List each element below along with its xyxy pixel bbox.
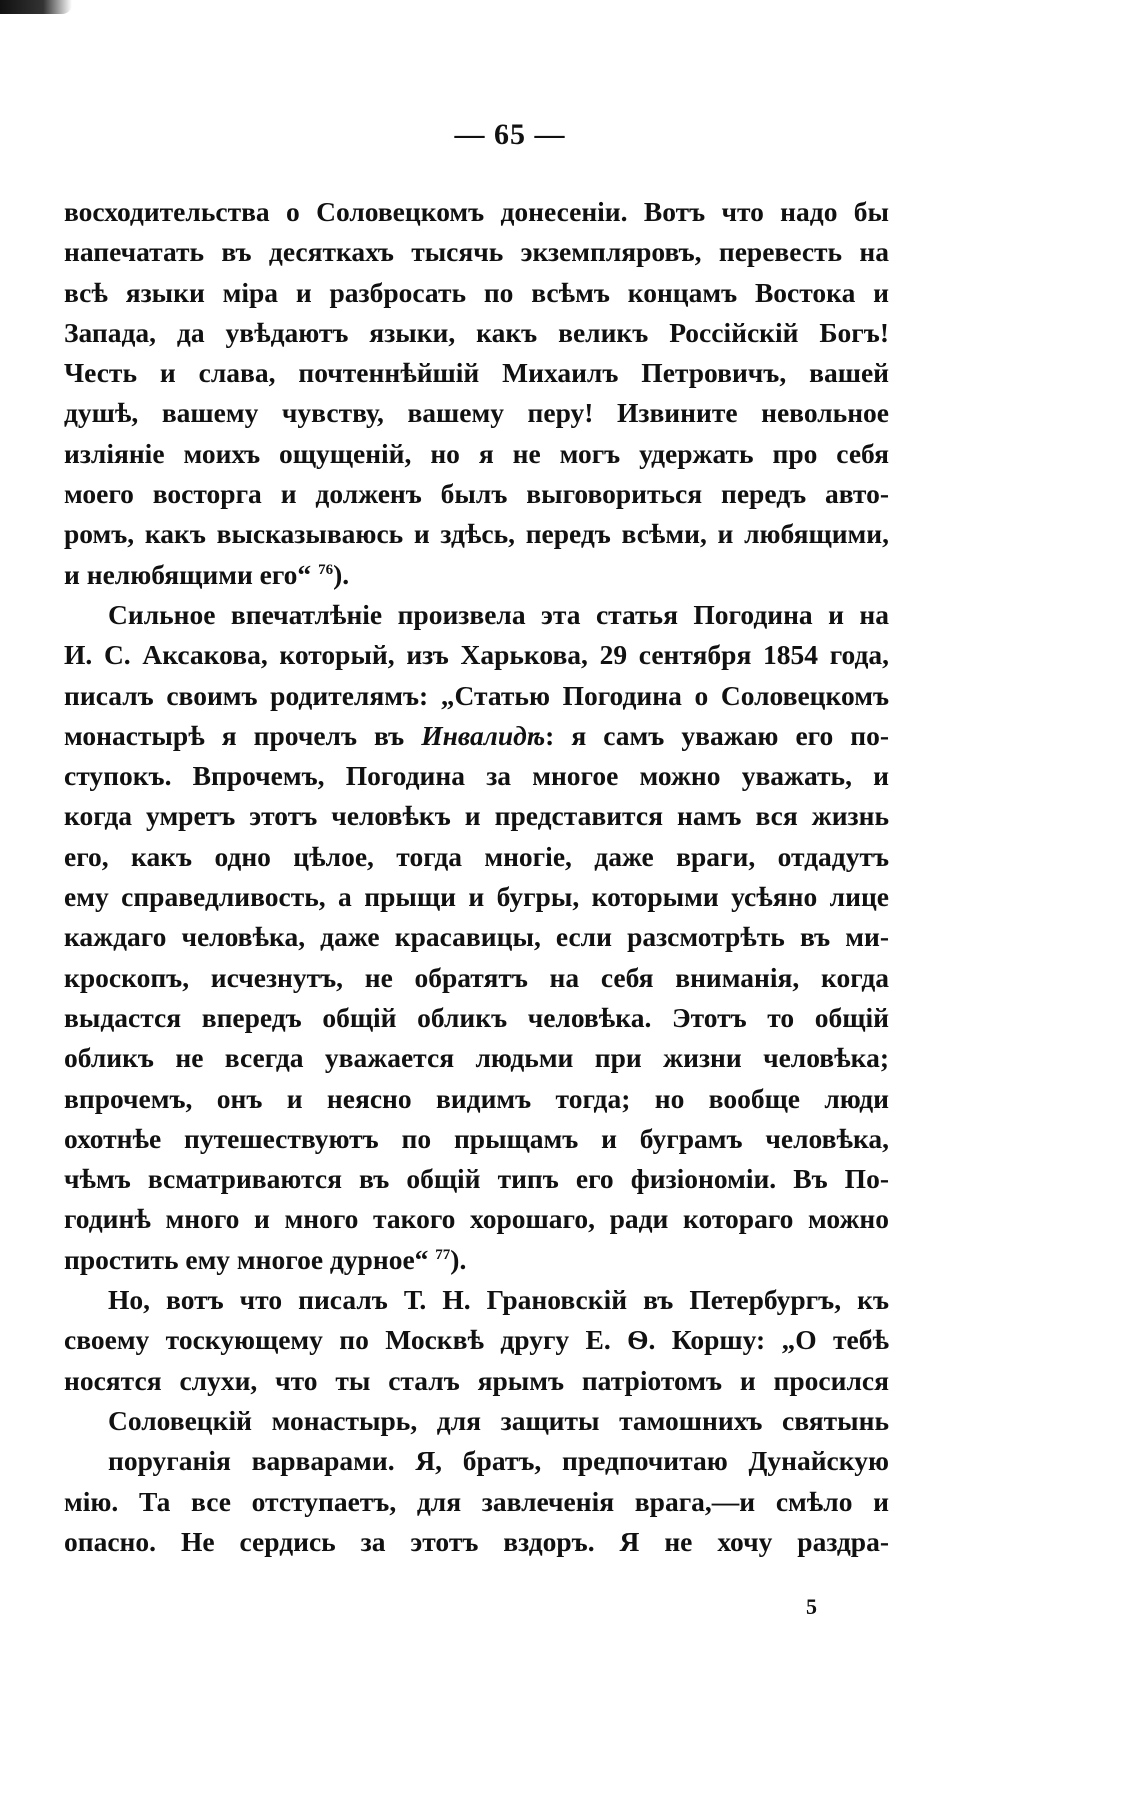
newspaper-title-invalid: Инвалидѣ: [421, 719, 546, 751]
text-line-24: охотнѣе путешествуютъ по прыщамъ и буграмъ человѣка,: [64, 1122, 889, 1154]
text-line-21: выдастся впередъ общій обликъ человѣка. Этотъ то общій: [64, 1001, 889, 1033]
text-line-33: мію. Та все отступаетъ, для завлеченія врага,—и смѣло и: [64, 1485, 889, 1517]
text-line-10: [64, 555, 889, 595]
body-text: [64, 192, 889, 1562]
page-number: — 65 —: [454, 118, 566, 151]
text-line-7: изліяніе моихъ ощущеній, но я не могъ удержать про себя: [64, 437, 889, 469]
text-line-20: кроскопъ, исчезнутъ, не обратятъ на себя вниманія, когда: [64, 961, 889, 993]
footnote-ref-76: 76: [318, 561, 334, 578]
text-line-32: поруганія варварами. Я, братъ, предпочитаю Дунайскую: [108, 1445, 889, 1477]
text-line-27-main: простить ему многое дурное“: [64, 1243, 429, 1275]
text-line-8: моего восторга и долженъ былъ выговориться передъ авто-: [64, 478, 889, 510]
text-line-17: его, какъ одно цѣлое, тогда многіе, даже враги, отдадутъ: [64, 840, 889, 872]
text-line-9: ромъ, какъ высказываюсь и здѣсь, передъ всѣми, и любящими,: [64, 518, 889, 550]
text-line-27: [64, 1240, 889, 1280]
text-line-19: каждаго человѣка, даже красавицы, если разсмотрѣть въ ми-: [64, 921, 889, 953]
text-line-3: всѣ языки міра и разбросать по всѣмъ концамъ Востока и: [64, 276, 889, 308]
text-line-2: напечатать въ десяткахъ тысячь экземпляровъ, перевесть на: [64, 236, 889, 268]
footnote-76-close: ).: [333, 558, 350, 590]
text-line-11: Сильное впечатлѣніе произвела эта статья Погодина и на: [108, 598, 889, 630]
text-line-29: своему тоскующему по Москвѣ другу Е. Ѳ. Коршу: „О тебѣ: [64, 1324, 889, 1356]
text-line-10-main: и нелюбящими его“: [64, 558, 312, 590]
footnote-ref-77: 77: [435, 1246, 451, 1263]
text-line-5: Честь и слава, почтеннѣйшій Михаилъ Петровичъ, вашей: [64, 357, 889, 389]
scan-corner-artifact: [0, 0, 72, 14]
text-line-16: когда умретъ этотъ человѣкъ и представится намъ вся жизнь: [64, 800, 889, 832]
text-line-30: носятся слухи, что ты сталъ ярымъ патріотомъ и просился: [64, 1364, 889, 1396]
text-line-14-end: : я самъ уважаю его по-: [545, 719, 889, 751]
text-line-23: впрочемъ, онъ и неясно видимъ тогда; но вообще люди: [64, 1082, 889, 1114]
text-line-28: Но, вотъ что писалъ Т. Н. Грановскій въ Петербургъ, къ: [108, 1284, 889, 1316]
text-line-14: [64, 716, 889, 756]
text-line-25: чѣмъ всматриваются въ общій типъ его физіономіи. Въ По-: [64, 1163, 889, 1195]
printer-signature-mark: 5: [806, 1594, 817, 1619]
text-line-6: душѣ, вашему чувству, вашему перу! Извините невольное: [64, 397, 889, 429]
text-line-31: Соловецкій монастырь, для защиты тамошнихъ святынь: [108, 1404, 889, 1436]
text-line-22: обликъ не всегда уважается людьми при жизни человѣка;: [64, 1042, 889, 1074]
text-line-14-start: монастырѣ я прочелъ въ: [64, 719, 405, 751]
text-line-26: годинѣ много и много такого хорошаго, ради котораго можно: [64, 1203, 889, 1235]
text-line-1: восходительства о Соловецкомъ донесеніи. Вотъ что надо бы: [64, 196, 889, 227]
text-line-18: ему справедливость, а прыщи и бугры, которыми усѣяно лице: [64, 881, 889, 913]
text-line-4: Запада, да увѣдаютъ языки, какъ великъ Россійскій Богъ!: [64, 316, 889, 348]
text-line-13: писалъ своимъ родителямъ: „Статью Погодина о Соловецкомъ: [64, 679, 889, 711]
footnote-77-close: ).: [450, 1243, 467, 1275]
text-line-34: опасно. Не сердись за этотъ вздоръ. Я не хочу раздра-: [64, 1525, 889, 1557]
text-line-12: И. С. Аксакова, который, изъ Харькова, 29 сентября 1854 года,: [64, 639, 889, 671]
text-line-15: ступокъ. Впрочемъ, Погодина за многое можно уважать, и: [64, 760, 889, 792]
